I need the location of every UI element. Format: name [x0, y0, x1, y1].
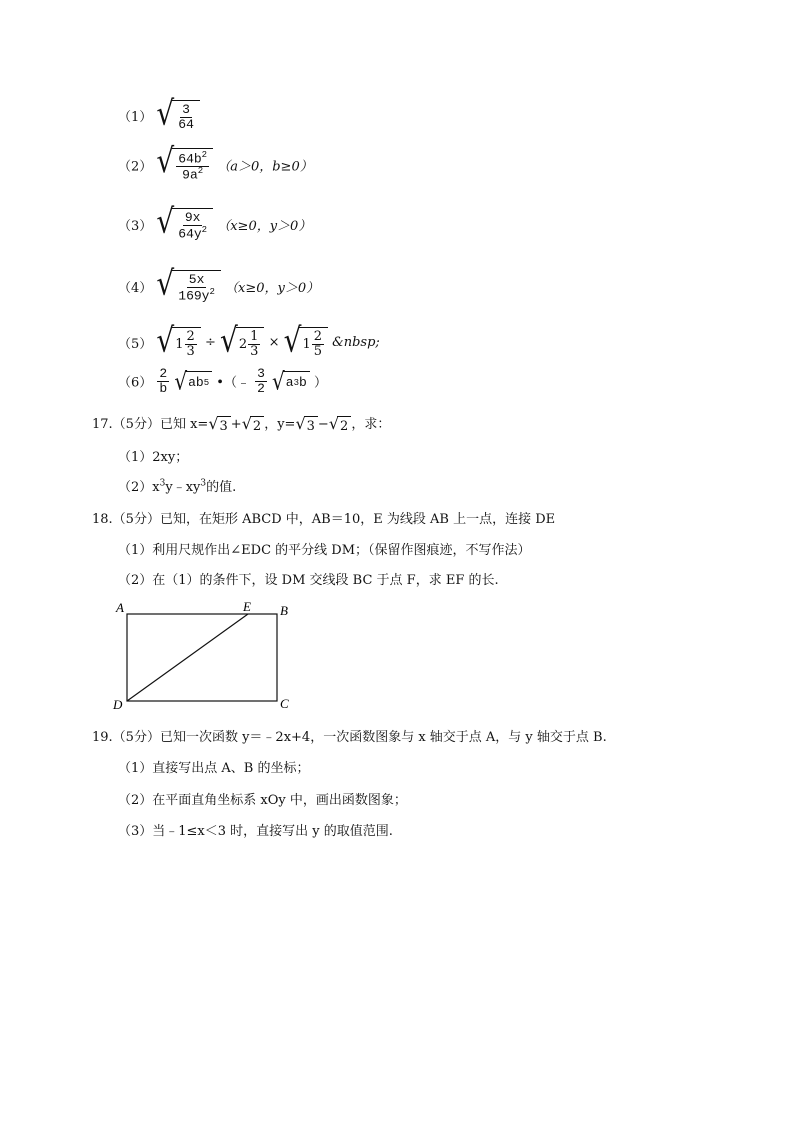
item-16-2 — [118, 141, 313, 183]
rectangle-abcd — [127, 614, 277, 701]
label-a: A — [116, 600, 124, 615]
item-16-3 — [118, 201, 312, 241]
q17-sub2-pre: （2）x — [118, 480, 160, 495]
item-16-5: （5） √ 1 $\frac{2}{3}$ ÷ √ 2 $\frac{1}{3}$ × √ 1 $\frac{2}{5}$ &nbsp; — [118, 320, 380, 360]
sqrt-expression: √ 2 $\frac{1}{3}$ — [220, 327, 264, 358]
condition: （a＞0，b≥0） — [217, 159, 313, 175]
sqrt-2: √ 2 — [242, 416, 264, 434]
label-e: E — [243, 599, 251, 614]
item-label: （3） — [118, 218, 153, 234]
sqrt-3: √ 3 — [295, 416, 317, 434]
condition: （x≥0，y＞0） — [225, 280, 320, 296]
q17-head: 17.（5分）已知 x= — [92, 417, 209, 432]
q17-sub2-post: 的值. — [206, 480, 237, 495]
sqrt-expression: √ $\frac{9x}{64y^2}$ — [156, 208, 213, 241]
question-19: 19.（5分）已知一次函数 y＝﹣2x+4，一次函数图象与 x 轴交于点 A，与 y 轴交于点 B. — [92, 730, 607, 745]
item-label: （4） — [118, 280, 153, 296]
q19-sub-1: （1）直接写出点 A、B 的坐标； — [118, 761, 310, 776]
sqrt-3: √ 3 — [208, 416, 230, 434]
label-d: D — [113, 697, 123, 712]
item-16-4 — [118, 263, 320, 303]
item-label: （6） — [118, 375, 153, 391]
sqrt-expression: √ $\frac{5x}{169y^2}$ — [156, 270, 220, 303]
item-label: （2） — [118, 159, 153, 175]
item-label: （1） — [118, 110, 153, 126]
question-18: 18.（5分）已知，在矩形 ABCD 中，AB＝10，E 为线段 AB 上一点，连接 DE — [92, 512, 556, 527]
segment-de — [127, 614, 248, 701]
sqrt-expression: √ ab 5 — [174, 371, 212, 391]
q19-sub-3: （3）当﹣1≤x＜3 时，直接写出 y 的取值范围. — [118, 824, 393, 839]
item-label: （5） — [118, 337, 153, 353]
q18-sub-2: （2）在（1）的条件下，设 DM 交线段 BC 于点 F，求 EF 的长. — [118, 573, 499, 588]
q17-tail: ，求： — [351, 417, 391, 432]
rectangle-diagram — [108, 598, 298, 714]
item-16-1 — [118, 93, 200, 133]
question-17: 17.（5分）已知 x= √ 3 + √ 2 ，y= √ 3 − √ 2 ，求： — [92, 413, 391, 434]
q17-sub-1: （1）2xy； — [118, 450, 189, 465]
condition: （x≥0，y＞0） — [217, 218, 312, 234]
label-c: C — [280, 696, 289, 711]
sqrt-expression: √ 1 $\frac{2}{5}$ — [284, 327, 328, 358]
item-16-6: （6） $\frac{2}{b}$ √ ab 5 •（﹣ $\frac{3}{2}$ √ a 3 b ） — [118, 366, 327, 396]
q19-sub-2: （2）在平面直角坐标系 xOy 中，画出函数图象； — [118, 793, 407, 808]
q17-mid: ，y= — [264, 417, 296, 432]
sqrt-expression: √ 1 $\frac{2}{3}$ — [156, 327, 200, 358]
label-b: B — [280, 603, 288, 618]
q18-sub-1: （1）利用尺规作出∠EDC 的平分线 DM；（保留作图痕迹，不写作法） — [118, 543, 531, 558]
q17-sub-2: $(2)x^3y﹣xy^3$的值. — [118, 478, 237, 495]
sqrt-expression: √ $\frac{3}{64}$ — [156, 100, 199, 131]
stray-entity: &nbsp; — [332, 335, 380, 351]
q17-sub2-mid: y﹣xy — [165, 480, 201, 495]
sqrt-expression: √ a 3 b — [272, 371, 310, 391]
sqrt-2: √ 2 — [329, 416, 351, 434]
sqrt-expression: √ $\frac{64b^2}{9a^2}$ — [156, 148, 213, 182]
